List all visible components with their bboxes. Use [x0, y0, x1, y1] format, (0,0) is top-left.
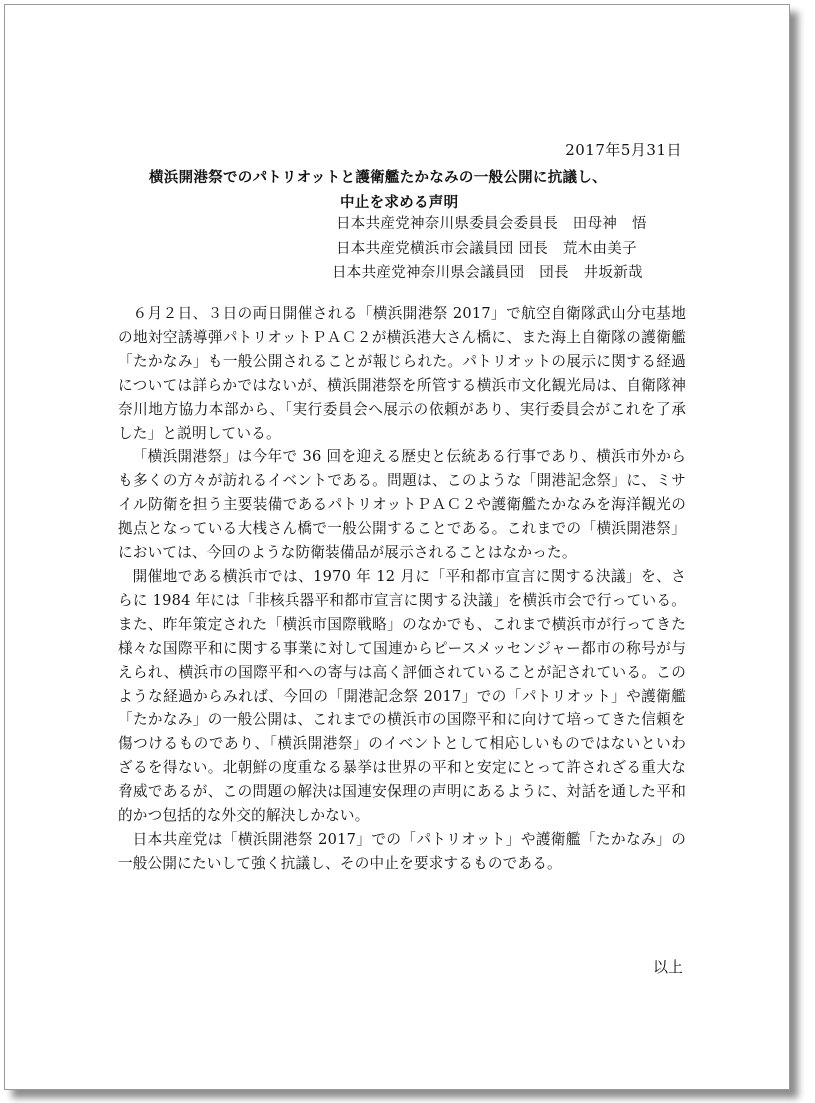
closing-remark: 以上 — [652, 958, 683, 976]
body-paragraph: 開催地である横浜市では、1970 年 12 月に「平和都市宣言に関する決議」を、さらに 1984 年には「非核兵器平和都市宣言に関する決議」を横浜市会で行っている。また、昨年策定された「横浜市国際戦略」のなかでも、これまで横浜市が行ってきた様々な国際平和に関する事業に対して国連からピースメッセンジャー都市の称号が与えられ、横浜市の国際平和への寄与は高く評価されていることが記されている。このような経過からみれば、今回の「開港記念祭 2017」での「パトリオット」や護衛艦「たかなみ」の一般公開は、これまでの横浜市の国際平和に向けて培ってきた信頼を傷つけるものであり、「横浜開港祭」のイベントとして相応しいものではないといわざるを得ない。北朝鮮の度重なる暴挙は世界の平和と安定にとって許されざる重大な脅威であるが、この問題の解決は国連安保理の声明にあるように、対話を通した平和的かつ包括的な外交的解決しかない。 — [118, 567, 686, 825]
body-paragraph: ６月２日、３日の両日開催される「横浜開港祭 2017」で航空自衛隊武山分屯基地の地対空誘導弾パトリオットＰＡＣ２が横浜港大さん橋に、また海上自衛隊の護衛艦「たかなみ」も一般公開されることが報じられた。パトリオットの展示に関する経過については詳らかではないが、横浜開港祭を所管する横浜市文化観光局は、自衛隊神奈川地方協力本部から、「実行委員会へ展示の依頼があり、実行委員会がこれを了承した」と説明している。 — [118, 305, 686, 442]
statement-title-line-2: 中止を求める声明 — [340, 195, 459, 211]
document-page — [4, 4, 790, 1090]
statement-body — [118, 302, 686, 876]
signer-1: 日本共産党神奈川県委員会委員長 田母神 悟 — [336, 216, 647, 232]
body-paragraph: 「横浜開港祭」は今年で 36 回を迎える歴史と伝統ある行事であり、横浜市外からも多くの方々が訪れるイベントである。問題は、このような「開港記念祭」に、ミサイル防衛を担う主要装備であるパトリオットＰＡＣ２や護衛艦たかなみを海洋観光の拠点となっている大桟さん橋で一般公開することである。これまでの「横浜開港祭」においては、今回のような防衛装備品が展示されることはなかった。 — [118, 448, 686, 562]
statement-title-line-1: 横浜開港祭でのパトリオットと護衛艦たかなみの一般公開に抗議し、 — [149, 170, 607, 186]
body-paragraph: 日本共産党は「横浜開港祭 2017」での「パトリオット」や護衛艦「たかなみ」の一般公開にたいして強く抗議し、その中止を要求するものである。 — [118, 830, 686, 872]
statement-date: 2017年5月31日 — [565, 141, 682, 159]
signer-2: 日本共産党横浜市会議員団 団長 荒木由美子 — [336, 241, 637, 257]
signer-3: 日本共産党神奈川県会議員団 団長 井坂新哉 — [332, 265, 643, 281]
